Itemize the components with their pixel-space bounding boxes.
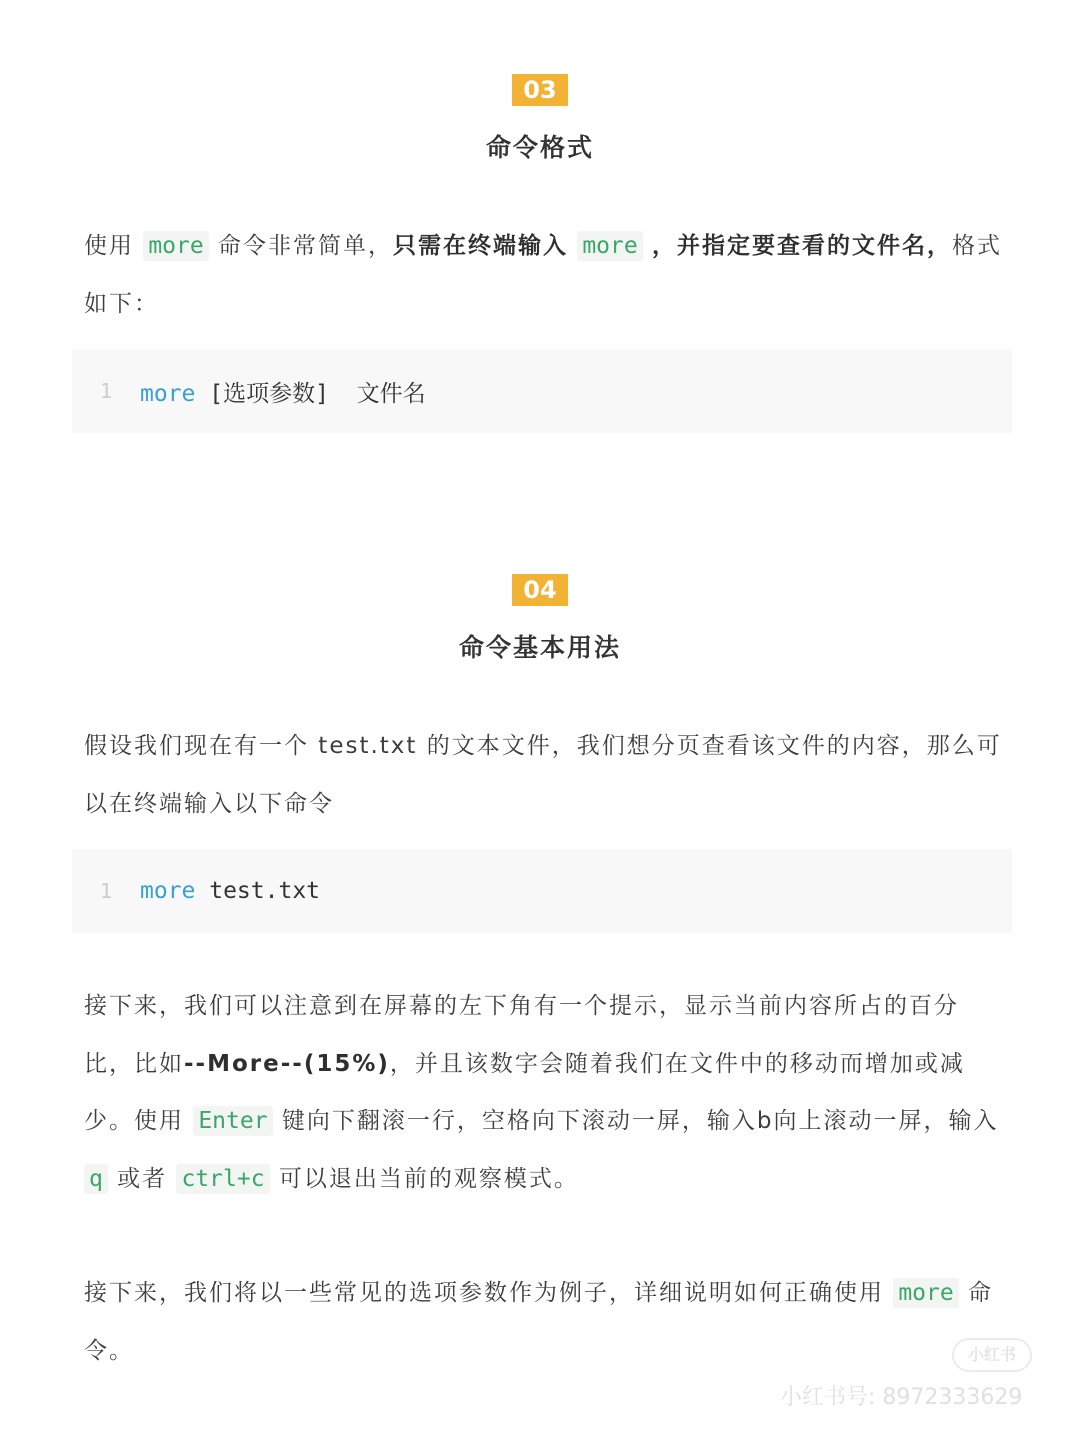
inline-code: ctrl+c (176, 1164, 269, 1194)
section-title: 命令格式 (485, 133, 594, 162)
code-line (140, 878, 320, 904)
code-text: test.txt (195, 878, 321, 904)
code-text: [选项参数] 文件名 (195, 380, 426, 407)
code-block (72, 849, 1012, 933)
paragraph-options-intro: 接下来，我们将以一些常见的选项参数作为例子，详细说明如何正确使用 more 命令。 (84, 1280, 994, 1364)
watermark-logo: 小红书 (952, 1338, 1032, 1372)
paragraph-example-intro: 假设我们现在有一个 test.txt 的文本文件，我们想分页查看该文件的内容，那么可以在终端输入以下命令 (84, 733, 1002, 817)
section-header-03 (0, 74, 1080, 164)
paragraph-usage-format: 使用 more 命令非常简单，只需在终端输入 more ，并指定要查看的文件名，格式如下： (84, 233, 1003, 317)
line-number: 1 (99, 379, 113, 403)
section-title: 命令基本用法 (458, 633, 621, 662)
code-keyword: more (140, 380, 196, 407)
bold-text: --More--(15%) (184, 1050, 390, 1077)
code-block (72, 349, 1012, 433)
bold-text: ，并指定要查看的文件名， (652, 233, 953, 259)
paragraph-navigation-keys: 接下来，我们可以注意到在屏幕的左下角有一个提示，显示当前内容所占的百分比，比如--More--(15%)，并且该数字会随着我们在文件中的移动而增加或减少。使用 Enter 键向下翻滚一行，空格向下滚动一屏，输入b向上滚动一屏，输入 q 或者 ctrl+c 可以退出当前的观察模式。 (84, 993, 999, 1192)
section-number-badge: 04 (512, 574, 568, 606)
code-keyword: more (140, 878, 196, 904)
inline-code: Enter (193, 1106, 272, 1136)
bold-text: 只需在终端输入 (393, 233, 569, 259)
inline-code: more (577, 231, 642, 261)
inline-code: more (893, 1278, 958, 1308)
watermark-text: 小红书号: 8972333629 (780, 1385, 1023, 1410)
inline-code: more (143, 231, 208, 261)
section-header-04 (0, 574, 1080, 664)
code-line (140, 375, 426, 408)
section-number-badge: 03 (512, 74, 568, 106)
line-number: 1 (99, 879, 113, 903)
inline-code: q (84, 1164, 108, 1194)
